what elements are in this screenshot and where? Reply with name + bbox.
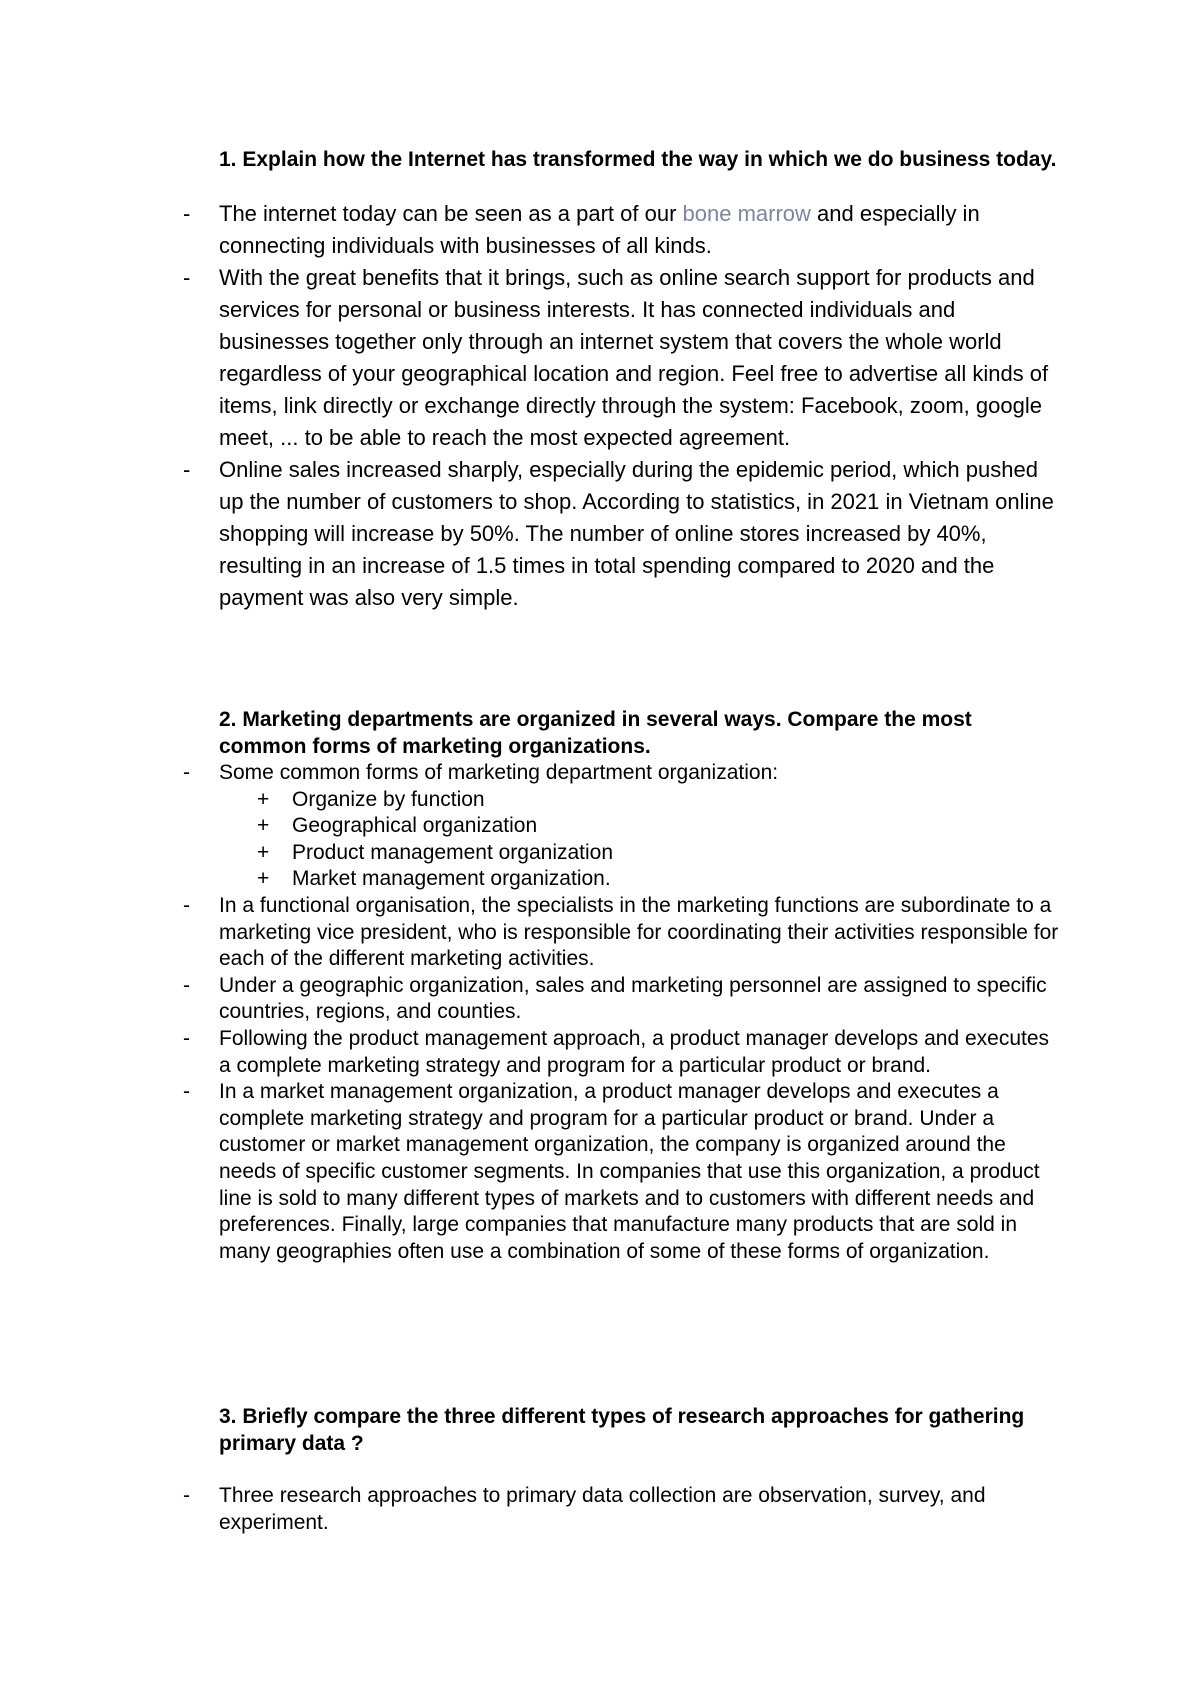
question-3-heading: 3. Briefly compare the three different types of research approaches for gathering primary data ? bbox=[219, 1405, 1025, 1455]
q2-bullet-1: - Some common forms of marketing department organization: bbox=[0, 760, 1059, 787]
q2-bullet-3: - Under a geographic organization, sales and marketing personnel are assigned to specific countries, regions, and counties. bbox=[0, 973, 1059, 1026]
q1-bullet-1-text-b: and especially in connecting individuals with businesses of all kinds. bbox=[219, 201, 980, 258]
q3-bullet-1: - Three research approaches to primary data collection are observation, survey, and experiment. bbox=[0, 1482, 1059, 1536]
q2-sub-item-3: + Product management organization bbox=[0, 840, 1052, 867]
question-1-heading: 1. Explain how the Internet has transformed the way in which we do business today. bbox=[219, 148, 1057, 171]
q2-sub-item-2: + Geographical organization bbox=[0, 813, 1052, 840]
q2-sub-item-4: + Market management organization. bbox=[0, 866, 1052, 893]
q2-bullet-4: - Following the product management approach, a product manager develops and executes a complete marketing strategy and program for a particular product or brand. bbox=[0, 1026, 1059, 1079]
q2-sub-item-1: + Organize by function bbox=[0, 787, 1052, 814]
q1-bullet-2: - With the great benefits that it brings, such as online search support for products and services for personal or business interests. It has connected individuals and businesses together only through an internet system that covers the whole world regardless of your geographical location and region. Feel free to advertise all kinds of items, link directly or exchange directly through the system: Facebook, zoom, google meet, ... to be able to reach the most expected agreement. bbox=[0, 262, 1059, 454]
bone-marrow-link[interactable]: bone marrow bbox=[682, 201, 811, 226]
q1-bullet-3: - Online sales increased sharply, especially during the epidemic period, which pushed up the number of customers to shop. According to statistics, in 2021 in Vietnam online shopping will increase by 50%. The number of online stores increased by 40%, resulting in an increase of 1.5 times in total spending compared to 2020 and the payment was also very simple. bbox=[0, 454, 1059, 614]
question-1-section bbox=[0, 146, 1200, 614]
question-3-section bbox=[0, 1403, 1200, 1536]
question-2-heading: 2. Marketing departments are organized in several ways. Compare the most common forms of marketing organizations. bbox=[219, 708, 972, 758]
q1-bullet-1-text-a: The internet today can be seen as a part of our bbox=[219, 201, 683, 226]
question-2-section bbox=[0, 706, 1200, 1265]
q1-bullet-1 bbox=[0, 198, 1059, 262]
q2-bullet-5: - In a market management organization, a product manager develops and executes a complete marketing strategy and program for a particular product or brand. Under a customer or market management organization, the company is organized around the needs of specific customer segments. In companies that use this organization, a product line is sold to many different types of markets and to customers with different needs and preferences. Finally, large companies that manufacture many products that are sold in many geographies often use a combination of some of these forms of organization. bbox=[0, 1079, 1059, 1265]
q2-bullet-2: - In a functional organisation, the specialists in the marketing functions are subordinate to a marketing vice president, who is responsible for coordinating their activities responsible for each of the different marketing activities. bbox=[0, 893, 1059, 973]
